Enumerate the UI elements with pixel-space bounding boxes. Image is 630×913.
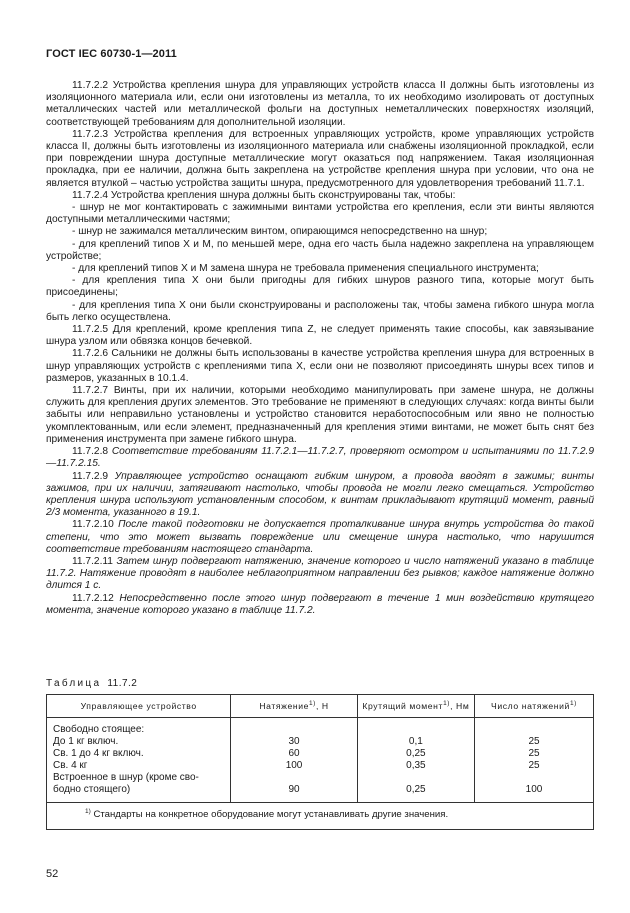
- paragraph-11-7-2-3: 11.7.2.3 Устройства крепления для встроенных управляющих устройств, кроме управляющих устройств класса II, должны быть изготовлены из изоляционного материала или снабжены изоляционной прокладкой, если при повреждении шнура доступные металлические могут оказаться под напряжением. Такая изоляционная прокладка, при ее наличии, должна быть закреплена на устройстве крепления шнура при условии, что она не является втулкой – частью устройства защиты шнура, предусмотренного для удовлетворения требований 11.7.1.: [46, 128, 594, 189]
- paragraph-11-7-2-4: 11.7.2.4 Устройства крепления шнура должны быть сконструированы так, чтобы:: [72, 189, 456, 201]
- header-torque-label: Крутящий момент: [362, 701, 444, 711]
- torque-column: [357, 718, 474, 803]
- table-cell: 30: [288, 736, 300, 747]
- page-number: 52: [46, 868, 59, 880]
- clause-number: 11.7.2.9: [72, 470, 109, 482]
- header-tension-label: Натяжение: [259, 701, 309, 711]
- table-cell: 0,25: [406, 784, 426, 795]
- table-caption-number: 11.7.2: [107, 678, 138, 689]
- table-cell: Свободно стоящее:: [53, 724, 145, 735]
- table-cell: [237, 724, 350, 736]
- paragraph-11-7-2-10: [46, 519, 594, 556]
- paragraph-11-7-2-8: [46, 446, 594, 470]
- table-caption: [46, 678, 137, 689]
- table-body-row: [47, 718, 594, 803]
- header-torque-unit: , Нм: [450, 701, 470, 711]
- clause-number: 11.7.2.11: [72, 555, 113, 567]
- clause-text: Соответствие требованиям 11.7.2.1—11.7.2.7, проверяют осмотром и испытаниями по 11.7.2.9—11.7.2.15.: [46, 446, 594, 470]
- header-device: [47, 695, 231, 718]
- header-count-label: Число натяжений: [491, 701, 570, 711]
- clause-number: 11.7.2.12: [72, 592, 114, 604]
- footnote-mark: 1): [85, 807, 91, 815]
- table-cell: 0,1: [408, 736, 423, 747]
- table-cell: 60: [288, 748, 300, 759]
- footnote-mark: 1): [569, 700, 577, 708]
- clause-text: Непосредственно после этого шнур подвергают в течение 1 мин воздействию крутящего момента, значение которого указано в таблице 11.7.2.: [46, 592, 594, 616]
- list-item: - для креплений типов X и M, по меньшей мере, одна его часть была надежно закреплена на управляющем устройстве;: [46, 238, 594, 262]
- table-cell: [481, 724, 587, 736]
- paragraph-11-7-2-7: 11.7.2.7 Винты, при их наличии, которыми необходимо манипулировать при замене шнура, не должны служить для крепления других элементов. Это требование не применяют в следующих случаях: когда винты были забыты или неправильно установлены и устройство становится неработоспособным или явно не полностью укомплектованным, или если элемент, предназначенный для крепления этими винтами, не может быть снят без применения инструмента при замене гибкого шнура.: [46, 385, 594, 445]
- body-text: [46, 80, 594, 617]
- header-tension: [231, 695, 357, 718]
- paragraph-11-7-2-2: 11.7.2.2 Устройства крепления шнура для управляющих устройств класса II должны быть изготовлены из изоляционного материала или, если они изготовлены из металла, то их необходимо изолировать от доступных металлических частей или металлической фольги на доступных неметаллических поверхностях изоляций, соответствующей требованиям для дополнительной изоляции.: [46, 80, 594, 128]
- table-cell: 90: [288, 784, 300, 795]
- header-torque: [357, 695, 474, 718]
- table-cell: 25: [528, 748, 540, 759]
- table-cell: [237, 772, 350, 784]
- list-item: - шнур не зажимался металлическим винтом, опирающимся непосредственно на шнур;: [72, 226, 488, 238]
- tension-torque-table: [46, 694, 594, 830]
- table-cell: 25: [528, 760, 540, 771]
- list-item: - для креплений типов X и M замена шнура не требовала применения специального инструмента;: [72, 263, 539, 275]
- table-cell: 25: [528, 736, 540, 747]
- header-device-label: Управляющее устройство: [80, 701, 197, 711]
- document-header: ГОСТ IEC 60730-1—2011: [46, 48, 177, 60]
- clause-number: 11.7.2.8: [72, 446, 109, 458]
- clause-text: Затем шнур подвергают натяжению, значение которого и число натяжений указано в таблице 11.7.2. Натяжение проводят в наиболее неблагоприятном направлении без рывков; каждое натяжение должно длится 1 с.: [46, 555, 594, 592]
- table-cell: Встроенное в шнур (кроме сво-: [53, 772, 199, 783]
- paragraph-11-7-2-5: 11.7.2.5 Для креплений, кроме крепления типа Z, не следует применять такие способы, как завязывание шнура узлом или обвязка концов бечевкой.: [46, 324, 594, 348]
- footnote-text: Стандарты на конкретное оборудование могут устанавливать другие значения.: [93, 809, 449, 820]
- table-header-row: [47, 695, 594, 718]
- list-item: - шнур не мог контактировать с зажимными винтами устройства его крепления, если эти винты являются доступными металлическими частями;: [46, 202, 594, 226]
- device-column: [47, 718, 231, 803]
- table-footnote: [47, 803, 594, 830]
- table-caption-word: Таблица: [46, 678, 102, 689]
- table-cell: 0,25: [406, 748, 426, 759]
- header-tension-unit: , Н: [315, 701, 329, 711]
- table-cell: бодно стоящего): [53, 784, 131, 795]
- paragraph-11-7-2-6: 11.7.2.6 Сальники не должны быть использованы в качестве устройства крепления шнура для встроенных в шнур управляющих устройств с креплениями типа X, если они не позволяют присоединять шнуры всех типов и размеров, указанных в 10.1.4.: [46, 348, 594, 384]
- clause-number: 11.7.2.10: [72, 519, 114, 531]
- footnote-mark: 1): [308, 700, 316, 708]
- list-item: - для крепления типа X они были сконструированы и расположены так, чтобы замена гибкого шнура могла быть легко осуществлена.: [46, 299, 594, 323]
- paragraph-11-7-2-11: [46, 556, 594, 593]
- table-cell: До 1 кг включ.: [53, 736, 119, 747]
- table-cell: 100: [525, 784, 543, 795]
- count-column: [475, 718, 594, 803]
- list-item: - для крепления типа X они были пригодны для гибких шнуров разного типа, которые могут быть присоединены;: [46, 275, 594, 299]
- paragraph-11-7-2-9: [46, 471, 594, 520]
- table-cell: [364, 724, 468, 736]
- table-cell: 0,35: [406, 760, 426, 771]
- clause-text: Управляющее устройство оснащают гибким шнуром, а провода вводят в зажимы; винты зажимов, при их наличии, затягивают настолько, чтобы провода не могли легко смещаться. Устройство крепления шнура используют установленным способом, к винтам прикладывают крутящий момент, равный 2/3 момента, указанного в 19.1.: [46, 470, 594, 519]
- paragraph-11-7-2-12: [46, 593, 594, 617]
- header-count: [475, 695, 594, 718]
- tension-column: [231, 718, 357, 803]
- table-cell: [364, 772, 468, 784]
- table-cell: [481, 772, 587, 784]
- footnote-mark: 1): [443, 700, 451, 708]
- table-footnote-row: [47, 803, 594, 830]
- table-cell: Св. 1 до 4 кг включ.: [53, 748, 144, 759]
- table-cell: 100: [285, 760, 303, 771]
- table-cell: Св. 4 кг: [53, 760, 88, 771]
- clause-text: После такой подготовки не допускается проталкивание шнура внутрь устройства до такой степени, что это может вызвать повреждение или смещение шнура настолько, что нарушится соответствие требованиям настоящего стандарта.: [46, 519, 594, 555]
